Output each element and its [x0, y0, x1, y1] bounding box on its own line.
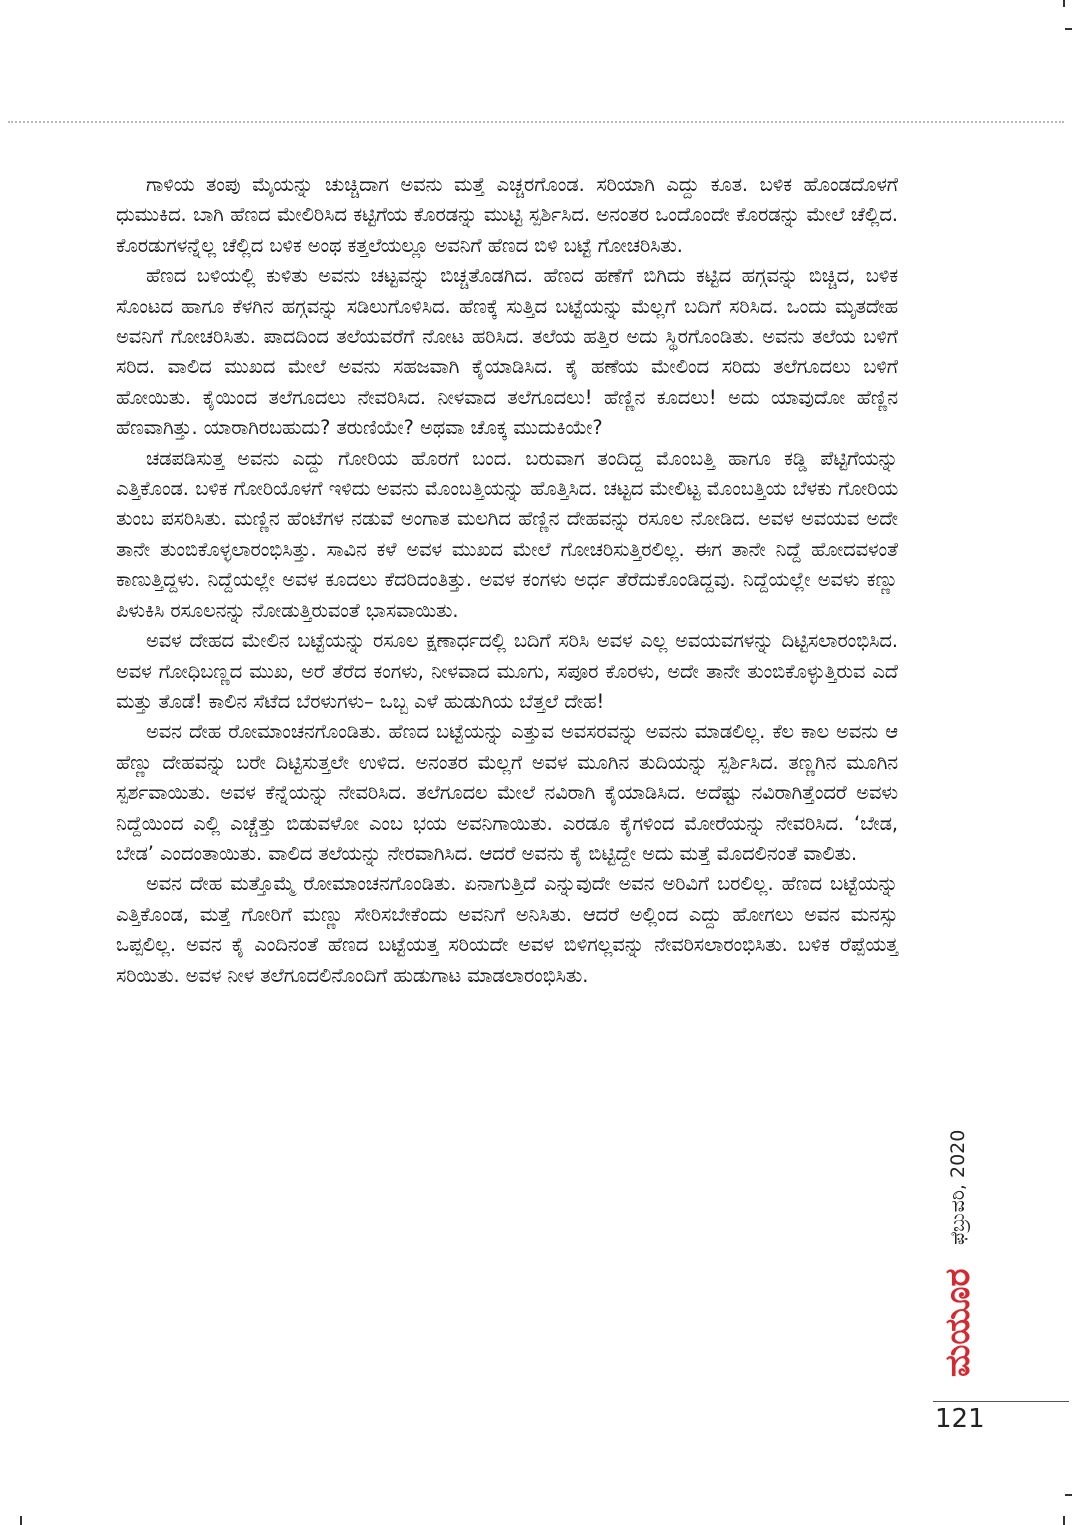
paragraph: ಅವಳ ದೇಹದ ಮೇಲಿನ ಬಟ್ಟೆಯನ್ನು ರಸೂಲ ಕ್ಷಣಾರ್ಧದಲ್ಲಿ ಬದಿಗೆ ಸರಿಸಿ ಅವಳ ಎಲ್ಲ ಅವಯವಗಳನ್ನು ದಿಟ್ಟಿಸಲಾರಂಭಿಸಿದ. ಅವಳ ಗೋಧಿಬಣ್ಣದ ಮುಖ, ಅರೆ ತೆರೆದ ಕಂಗಳು, ನೀಳವಾದ ಮೂಗು, ಸಪೂರ ಕೊರಳು, ಅದೇ ತಾನೇ ತುಂಬಿಕೊಳ್ಳುತ್ತಿರುವ ಎದೆ ಮತ್ತು ತೊಡೆ! ಕಾಲಿನ ಸೆಟೆದ ಬೆರಳುಗಳು– ಒಬ್ಬ ಎಳೆ ಹುಡುಗಿಯ ಬೆತ್ತಲೆ ದೇಹ!: [116, 629, 898, 713]
paragraph: ಹೆಣದ ಬಳಿಯಲ್ಲಿ ಕುಳಿತು ಅವನು ಚಟ್ಟವನ್ನು ಬಿಚ್ಚತೊಡಗಿದ. ಹೆಣದ ಹಣೆಗೆ ಬಿಗಿದು ಕಟ್ಟಿದ ಹಗ್ಗವನ್ನು ಬಿಚ್ಚಿದ, ಬಳಿಕ ಸೊಂಟದ ಹಾಗೂ ಕೆಳಗಿನ ಹಗ್ಗವನ್ನು ಸಡಿಲುಗೊಳಿಸಿದ. ಹೆಣಕ್ಕೆ ಸುತ್ತಿದ ಬಟ್ಟೆಯನ್ನು ಮೆಲ್ಲಗೆ ಬದಿಗೆ ಸರಿಸಿದ. ಒಂದು ಮೃತದೇಹ ಅವನಿಗೆ ಗೋಚರಿಸಿತು. ಪಾದದಿಂದ ತಲೆಯವರೆಗೆ ನೋಟ ಹರಿಸಿದ. ತಲೆಯ ಹತ್ತಿರ ಅದು ಸ್ಥಿರಗೊಂಡಿತು. ಅವನು ತಲೆಯ ಬಳಿಗೆ ಸರಿದ. ವಾಲಿದ ಮುಖದ ಮೇಲೆ ಅವನು ಸಹಜವಾಗಿ ಕೈಯಾಡಿಸಿದ. ಕೈ ಹಣೆಯ ಮೇಲಿಂದ ಸರಿದು ತಲೆಗೂದಲು ಬಳಿಗೆ ಹೋಯಿತು. ಕೈಯಿಂದ ತಲೆಗೂದಲು ನೇವರಿಸಿದ. ನೀಳವಾದ ತಲೆಗೂದಲು! ಹೆಣ್ಣಿನ ಕೂದಲು! ಅದು ಯಾವುದೋ ಹೆಣ್ಣಿನ ಹೆಣವಾಗಿತ್ತು. ಯಾರಾಗಿರಬಹುದು? ತರುಣಿಯೇ? ಅಥವಾ ಚೊಕ್ಕ ಮುದುಕಿಯೇ?: [116, 264, 898, 440]
page-number: 121: [935, 1404, 985, 1434]
paragraph: ಅವನ ದೇಹ ಮತ್ತೊಮ್ಮೆ ರೋಮಾಂಚನಗೊಂಡಿತು. ಏನಾಗುತ್ತಿದೆ ಎನ್ನುವುದೇ ಅವನ ಅರಿವಿಗೆ ಬರಲಿಲ್ಲ. ಹೆಣದ ಬಟ್ಟೆಯನ್ನು ಎತ್ತಿಕೊಂಡ, ಮತ್ತೆ ಗೋರಿಗೆ ಮಣ್ಣು ಸೇರಿಸಬೇಕೆಂದು ಅವನಿಗೆ ಅನಿಸಿತು. ಆದರೆ ಅಲ್ಲಿಂದ ಎದ್ದು ಹೋಗಲು ಅವನ ಮನಸ್ಸು ಒಪ್ಪಲಿಲ್ಲ. ಅವನ ಕೈ ಎಂದಿನಂತೆ ಹೆಣದ ಬಟ್ಟೆಯತ್ತ ಸರಿಯದೇ ಅವಳ ಬಿಳಿಗಲ್ಲವನ್ನು ನೇವರಿಸಲಾರಂಭಿಸಿತು. ಬಳಿಕ ರೆಪ್ಪೆಯತ್ತ ಸರಿಯಿತು. ಅವಳ ನೀಳ ತಲೆಗೂದಲಿನೊಂದಿಗೆ ಹುಡುಗಾಟ ಮಾಡಲಾರಂಭಿಸಿತು.: [116, 872, 898, 987]
article-body: [116, 170, 898, 991]
crop-mark-right-top: [1065, 28, 1072, 30]
crop-mark-top: [1063, 0, 1065, 7]
paragraph: ಚಡಪಡಿಸುತ್ತ ಅವನು ಎದ್ದು ಗೋರಿಯ ಹೊರಗೆ ಬಂದ. ಬರುವಾಗ ತಂದಿದ್ದ ಮೊಂಬತ್ತಿ ಹಾಗೂ ಕಡ್ಡಿ ಪೆಟ್ಟಿಗೆಯನ್ನು ಎತ್ತಿಕೊಂಡ. ಬಳಿಕ ಗೋರಿಯೊಳಗೆ ಇಳಿದು ಅವನು ಮೊಂಬತ್ತಿಯನ್ನು ಹೊತ್ತಿಸಿದ. ಚಟ್ಟದ ಮೇಲಿಟ್ಟ ಮೊಂಬತ್ತಿಯ ಬೆಳಕು ಗೋರಿಯ ತುಂಬ ಪಸರಿಸಿತು. ಮಣ್ಣಿನ ಹೆಂಟೆಗಳ ನಡುವೆ ಅಂಗಾತ ಮಲಗಿದ ಹೆಣ್ಣಿನ ದೇಹವನ್ನು ರಸೂಲ ನೋಡಿದ. ಅವಳ ಅವಯವ ಅದೇ ತಾನೇ ತುಂಬಿಕೊಳ್ಳಲಾರಂಭಿಸಿತ್ತು. ಸಾವಿನ ಕಳೆ ಅವಳ ಮುಖದ ಮೇಲೆ ಗೋಚರಿಸುತ್ತಿರಲಿಲ್ಲ. ಈಗ ತಾನೇ ನಿದ್ದೆ ಹೋದವಳಂತೆ ಕಾಣುತ್ತಿದ್ದಳು. ನಿದ್ದೆಯಲ್ಲೇ ಅವಳ ಕೂದಲು ಕೆದರಿದಂತಿತ್ತು. ಅವಳ ಕಂಗಳು ಅರ್ಧ ತೆರೆದುಕೊಂಡಿದ್ದವು. ನಿದ್ದೆಯಲ್ಲೇ ಅವಳು ಕಣ್ಣು ಪಿಳುಕಿಸಿ ರಸೂಲನನ್ನು ನೋಡುತ್ತಿರುವಂತೆ ಭಾಸವಾಯಿತು.: [116, 446, 898, 622]
crop-mark-bottom-left: [20, 1516, 22, 1525]
magazine-logo: ಮಯೂರ: [938, 1268, 978, 1377]
header-dotted-rule: [8, 121, 1064, 123]
paragraph: ಗಾಳಿಯ ತಂಪು ಮೈಯನ್ನು ಚುಚ್ಚಿದಾಗ ಅವನು ಮತ್ತೆ ಎಚ್ಚರಗೊಂಡ. ಸರಿಯಾಗಿ ಎದ್ದು ಕೂತ. ಬಳಿಕ ಹೊಂಡದೊಳಗೆ ಧುಮುಕಿದ. ಬಾಗಿ ಹೆಣದ ಮೇಲಿರಿಸಿದ ಕಟ್ಟಿಗೆಯ ಕೊರಡನ್ನು ಮುಟ್ಟಿ ಸ್ಪರ್ಶಿಸಿದ. ಅನಂತರ ಒಂದೊಂದೇ ಕೊರಡನ್ನು ಮೇಲೆ ಚೆಲ್ಲಿದ. ಕೊರಡುಗಳನ್ನೆಲ್ಲ ಚೆಲ್ಲಿದ ಬಳಿಕ ಅಂಥ ಕತ್ತಲೆಯಲ್ಲೂ ಅವನಿಗೆ ಹೆಣದ ಬಿಳಿ ಬಟ್ಟೆ ಗೋಚರಿಸಿತು.: [116, 173, 898, 257]
issue-date: ಫೆಬ್ರುವರಿ, 2020: [947, 1129, 969, 1245]
crop-mark-bottom-right: [1063, 1516, 1065, 1525]
sidebar: [933, 1085, 983, 1391]
crop-mark-right-bottom: [1065, 1494, 1072, 1496]
paragraph: ಅವನ ದೇಹ ರೋಮಾಂಚನಗೊಂಡಿತು. ಹೆಣದ ಬಟ್ಟೆಯನ್ನು ಎತ್ತುವ ಅವಸರವನ್ನು ಅವನು ಮಾಡಲಿಲ್ಲ. ಕೆಲ ಕಾಲ ಅವನು ಆ ಹೆಣ್ಣು ದೇಹವನ್ನು ಬರೇ ದಿಟ್ಟಿಸುತ್ತಲೇ ಉಳಿದ. ಅನಂತರ ಮೆಲ್ಲಗೆ ಅವಳ ಮೂಗಿನ ತುದಿಯನ್ನು ಸ್ಪರ್ಶಿಸಿದ. ತಣ್ಣಗಿನ ಮೂಗಿನ ಸ್ಪರ್ಶವಾಯಿತು. ಅವಳ ಕೆನ್ನೆಯನ್ನು ನೇವರಿಸಿದ. ತಲೆಗೂದಲ ಮೇಲೆ ನವಿರಾಗಿ ಕೈಯಾಡಿಸಿದ. ಅದೆಷ್ಟು ನವಿರಾಗಿತ್ತೆಂದರೆ ಅವಳು ನಿದ್ದೆಯಿಂದ ಎಲ್ಲಿ ಎಚ್ಚೆತ್ತು ಬಿಡುವಳೋ ಎಂಬ ಭಯ ಅವನಿಗಾಯಿತು. ಎರಡೂ ಕೈಗಳಿಂದ ಮೋರೆಯನ್ನು ನೇವರಿಸಿದ. ‘ಬೇಡ, ಬೇಡ’ ಎಂದಂತಾಯಿತು. ವಾಲಿದ ತಲೆಯನ್ನು ನೇರವಾಗಿಸಿದ. ಆದರೆ ಅವನು ಕೈ ಬಿಟ್ಟಿದ್ದೇ ಅದು ಮತ್ತೆ ಮೊದಲಿನಂತೆ ವಾಲಿತು.: [116, 720, 898, 865]
